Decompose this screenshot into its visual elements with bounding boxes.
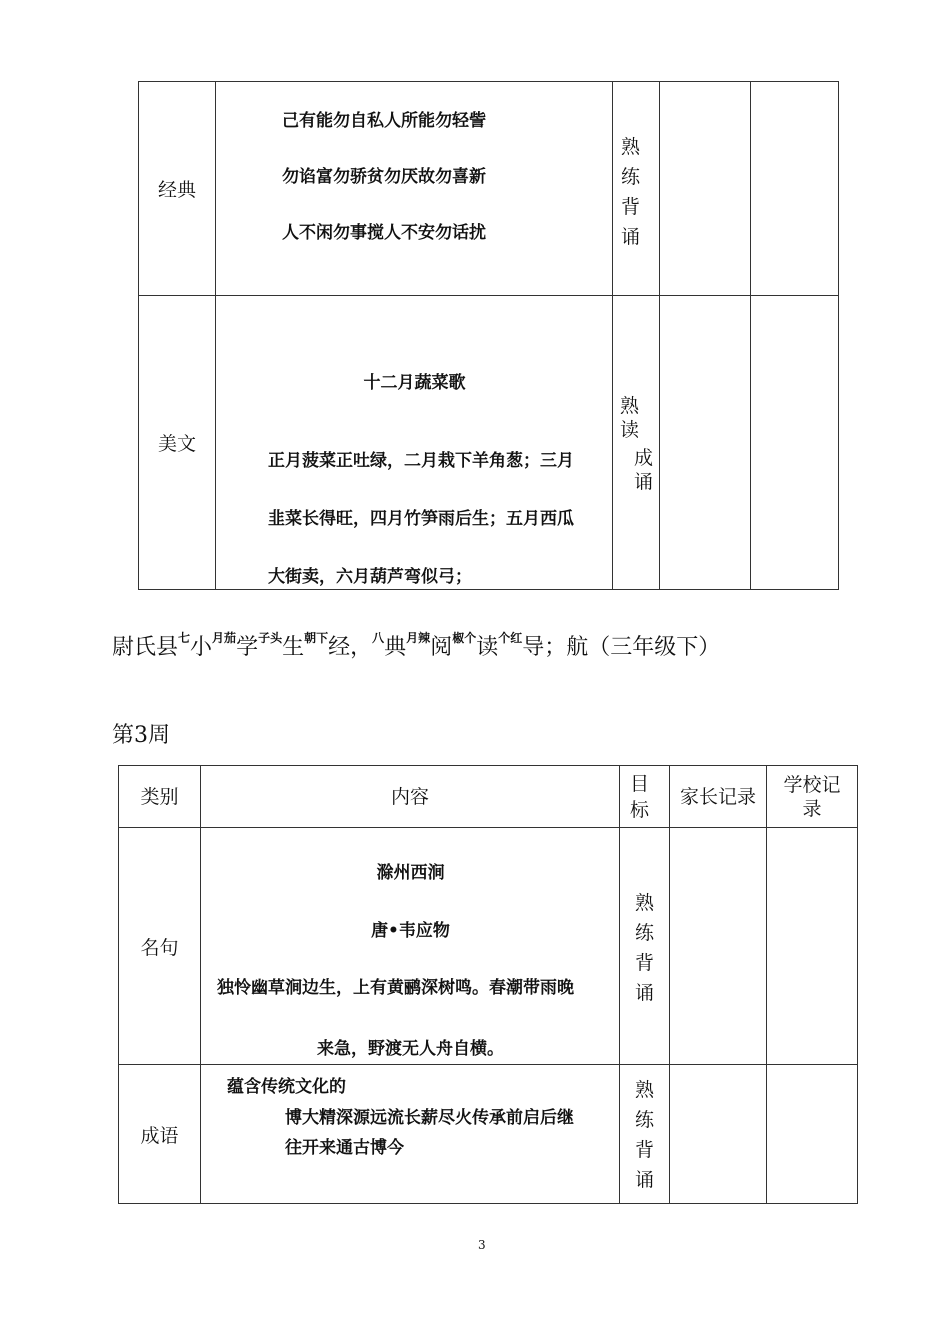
week-label: 第3周 bbox=[112, 723, 170, 748]
goal-char: 熟 bbox=[621, 136, 641, 158]
heading-sup: 八 bbox=[372, 631, 385, 645]
category-cell bbox=[119, 1065, 201, 1204]
table-row bbox=[139, 296, 839, 590]
goal-cell bbox=[620, 828, 670, 1065]
goal-char: 背 bbox=[635, 952, 655, 974]
header-parent-record: 家长记录 bbox=[670, 766, 767, 828]
category-label: 经典 bbox=[157, 179, 196, 201]
heading-sup: 七 bbox=[178, 631, 191, 645]
header-category: 类别 bbox=[119, 766, 201, 828]
heading-sup: 朝下 bbox=[304, 631, 329, 645]
goal-char: 诵 bbox=[635, 1169, 655, 1191]
previous-week-table bbox=[138, 81, 839, 590]
goal-char: 练 bbox=[621, 166, 641, 188]
page-number: 3 bbox=[478, 1238, 486, 1252]
content-line: 大街卖，六月葫芦弯似弓； bbox=[268, 567, 472, 587]
heading-sup: 个红 bbox=[498, 631, 523, 645]
idiom-line: 往开来通古博今 bbox=[285, 1138, 404, 1158]
header-goal: 目标 bbox=[620, 766, 670, 828]
header-school-record: 学校记录 bbox=[767, 766, 858, 828]
category-cell bbox=[139, 82, 216, 296]
parent-record-cell[interactable] bbox=[660, 296, 751, 590]
content-line: 韭菜长得旺，四月竹笋雨后生；五月西瓜 bbox=[268, 509, 574, 529]
goal-char: 背 bbox=[635, 1139, 655, 1161]
content-line: 己有能勿自私人所能勿轻訾 bbox=[282, 111, 486, 131]
goal-char: 练 bbox=[635, 1109, 655, 1131]
heading-seg: 航（三年级下） bbox=[566, 635, 721, 660]
heading-seg: 小 bbox=[190, 635, 213, 660]
category-cell bbox=[119, 828, 201, 1065]
header-content: 内容 bbox=[201, 766, 620, 828]
heading-sup: 子头 bbox=[258, 631, 283, 645]
heading-sup: 月茄 bbox=[212, 631, 237, 645]
poem-author: 唐•韦应物 bbox=[371, 921, 450, 941]
goal-char: 熟 bbox=[635, 1079, 655, 1101]
category-cell bbox=[139, 296, 216, 590]
poem-title: 滁州西涧 bbox=[376, 863, 445, 883]
content-cell bbox=[216, 82, 613, 296]
heading-seg: 尉氏县 bbox=[112, 635, 179, 660]
article-title: 十二月蔬菜歌 bbox=[363, 373, 466, 393]
goal-cell bbox=[613, 82, 660, 296]
parent-record-cell[interactable] bbox=[670, 1065, 767, 1204]
heading-seg: 典 bbox=[384, 635, 407, 660]
school-record-cell[interactable] bbox=[751, 296, 839, 590]
goal-char: 练 bbox=[635, 922, 655, 944]
content-cell bbox=[216, 296, 613, 590]
table-row bbox=[119, 828, 858, 1065]
goal-char: 诵 bbox=[635, 982, 655, 1004]
goal-char: 诵 bbox=[621, 226, 641, 248]
category-label: 美文 bbox=[157, 433, 196, 455]
goal-char: 读 bbox=[620, 419, 640, 441]
page-heading bbox=[112, 630, 720, 661]
goal-char: 熟 bbox=[620, 395, 640, 417]
idiom-line: 博大精深源远流长薪尽火传承前启后继 bbox=[285, 1108, 574, 1128]
poem-line: 来急，野渡无人舟自横。 bbox=[317, 1039, 504, 1059]
goal-char: 背 bbox=[621, 196, 641, 218]
idiom-lead: 蕴含传统文化的 bbox=[227, 1077, 346, 1097]
content-cell bbox=[201, 828, 620, 1065]
heading-sup: 月辣 bbox=[406, 631, 431, 645]
heading-seg: 生 bbox=[282, 635, 305, 660]
school-record-cell[interactable] bbox=[767, 1065, 858, 1204]
goal-cell bbox=[613, 296, 660, 590]
heading-sup: 椒个 bbox=[452, 631, 477, 645]
goal-char: 诵 bbox=[634, 471, 654, 493]
content-line: 勿谄富勿骄贫勿厌故勿喜新 bbox=[282, 167, 486, 187]
school-record-cell[interactable] bbox=[751, 82, 839, 296]
week3-table bbox=[118, 765, 858, 1204]
content-line: 人不闲勿事搅人不安勿话扰 bbox=[282, 223, 486, 243]
content-line: 正月菠菜正吐绿，二月栽下羊角葱；三月 bbox=[268, 451, 574, 471]
parent-record-cell[interactable] bbox=[660, 82, 751, 296]
heading-seg: 阅 bbox=[430, 635, 453, 660]
category-label: 名句 bbox=[140, 936, 179, 959]
school-record-cell[interactable] bbox=[767, 828, 858, 1065]
goal-char: 熟 bbox=[635, 892, 655, 914]
table-row bbox=[119, 1065, 858, 1204]
goal-char: 成 bbox=[634, 447, 654, 469]
goal-cell bbox=[620, 1065, 670, 1204]
table-row bbox=[139, 82, 839, 296]
content-cell bbox=[201, 1065, 620, 1204]
header-row bbox=[119, 766, 858, 828]
heading-seg: 经， bbox=[328, 635, 373, 660]
category-label: 成语 bbox=[140, 1124, 179, 1147]
heading-seg: 学 bbox=[236, 635, 259, 660]
heading-seg: 导； bbox=[522, 635, 567, 660]
heading-seg: 读 bbox=[476, 635, 499, 660]
poem-line: 独怜幽草涧边生，上有黄鹂深树鸣。春潮带雨晚 bbox=[217, 978, 574, 998]
parent-record-cell[interactable] bbox=[670, 828, 767, 1065]
